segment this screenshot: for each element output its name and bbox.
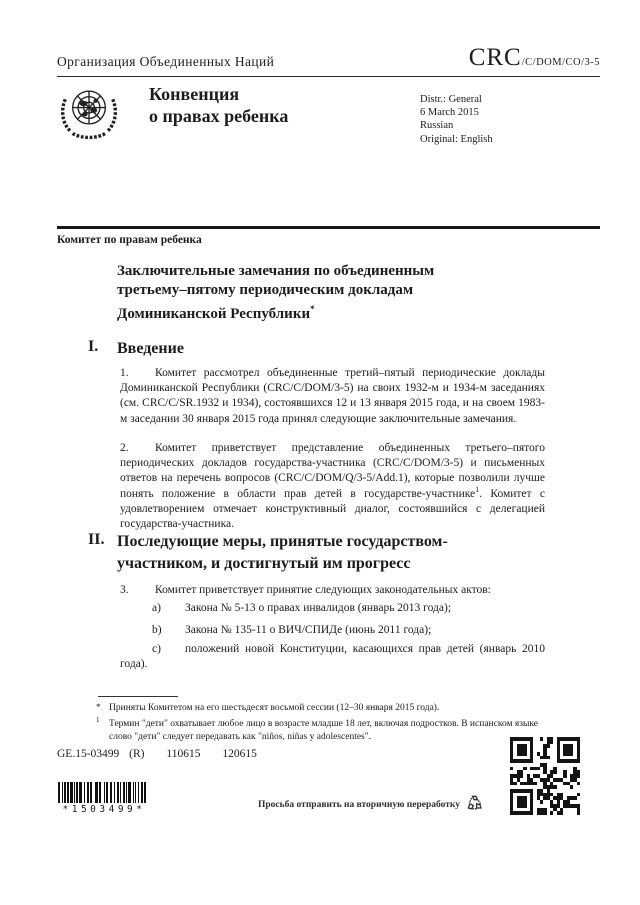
list-item-b: b) Закона № 135-11 о ВИЧ/СПИДе (июнь 2011 года); [120, 623, 545, 638]
footnote-star: * Приняты Комитетом на его шестьдесят восьмой сессии (12–30 января 2015 года). [96, 703, 440, 713]
treaty-title [149, 83, 288, 127]
section-divider [57, 226, 600, 229]
treaty-title-line1: Конвенция [149, 84, 240, 104]
ge-date-1: 110615 [166, 748, 201, 760]
footnote-1-ref: 1 [475, 484, 480, 494]
distribution-block [420, 93, 493, 146]
barcode [58, 782, 148, 803]
recycle-notice: Просьба отправить на вторичную переработку [258, 793, 485, 816]
list-item-a-label: a) [152, 602, 161, 614]
ge-date-2: 120615 [222, 748, 257, 760]
qr-code [510, 737, 580, 815]
footnote-1: 1 Термин "дети" охватывает любое лицо в возрасте младше 18 лет, включая подростков. В испанском языке слово "дети" следует передавать как "niños, niñas y adolescentes". [96, 716, 539, 742]
ge-reference-line [57, 748, 257, 760]
treaty-title-line2: о правах ребенка [149, 106, 289, 126]
org-name: Организация Объединенных Наций [57, 54, 275, 69]
document-symbol-main: CRC [468, 44, 522, 71]
footnote-divider [98, 696, 178, 697]
footnote-star-marker: * [96, 703, 101, 713]
document-title: Заключительные замечания по объединенным третьему–пятому периодическим докладам Доминиканской Республики* [117, 263, 435, 322]
section-2-number: II. [88, 531, 105, 548]
committee-name: Комитет по правам ребенка [57, 234, 202, 246]
paragraph-2: 2. Комитет приветствует представление объединенных третьего–пятого периодических докладов государства-участника (CRC/C/DOM/3-5) и письменных ответов на перечень вопросов (CRC/C/DOM/Q/3-5/Add.1), которые позволили лучше понять положение в области прав детей в государстве-участнике$^1$. Комитет с удовлетворением отмечает конструктивный диалог, состоявшийся с делегацией государства-участника. [120, 442, 545, 531]
un-emblem-icon [55, 83, 123, 148]
ge-language-code: (R) [129, 748, 145, 760]
header-divider [57, 76, 600, 77]
recycle-icon [465, 793, 485, 816]
paragraph-3: 3. Комитет приветствует принятие следующих законодательных актов: [120, 583, 545, 598]
document-symbol-suffix: /C/DOM/CO/3-5 [521, 57, 600, 68]
footnote-1-marker: 1 [96, 716, 100, 724]
list-item-a: a) Закона № 5-13 о правах инвалидов (январь 2013 года); [120, 601, 545, 616]
ge-number: GE.15-03499 [57, 748, 120, 760]
section-1-number: I. [88, 338, 99, 355]
list-item-b-label: b) [152, 624, 162, 636]
paragraph-2-number: 2. [120, 442, 129, 454]
barcode-label: *1503499* [62, 804, 146, 815]
paragraph-3-number: 3. [120, 584, 129, 596]
distr-language: Russian [420, 120, 454, 132]
section-2-title: Последующие меры, принятые государством-участником, и достигнутый им прогресс [117, 533, 448, 572]
distr-type: Distr.: General [420, 94, 482, 105]
title-footnote-ref: * [310, 304, 315, 314]
section-1-title: Введение [117, 340, 184, 357]
document-symbol [469, 44, 600, 72]
distr-date: 6 March 2015 [420, 107, 479, 119]
paragraph-1: 1. Комитет рассмотрел объединенные третий–пятый периодические доклады Доминиканской Республики (CRC/C/DOM/3-5) на своих 1932-м и 1934-м заседаниях (см. CRC/C/SR.1932 и 1934), состоявшихся 12 и 13 января 2015 года, и на своем 1983-м заседании 30 января 2015 года принял следующие заключительные замечания. [120, 367, 545, 425]
paragraph-1-number: 1. [120, 367, 129, 379]
list-item-c: c) положений новой Конституции, касающихся прав детей (январь 2010 года). [120, 643, 545, 671]
distr-original: Original: English [420, 133, 493, 145]
list-item-c-label: c) [152, 643, 161, 655]
